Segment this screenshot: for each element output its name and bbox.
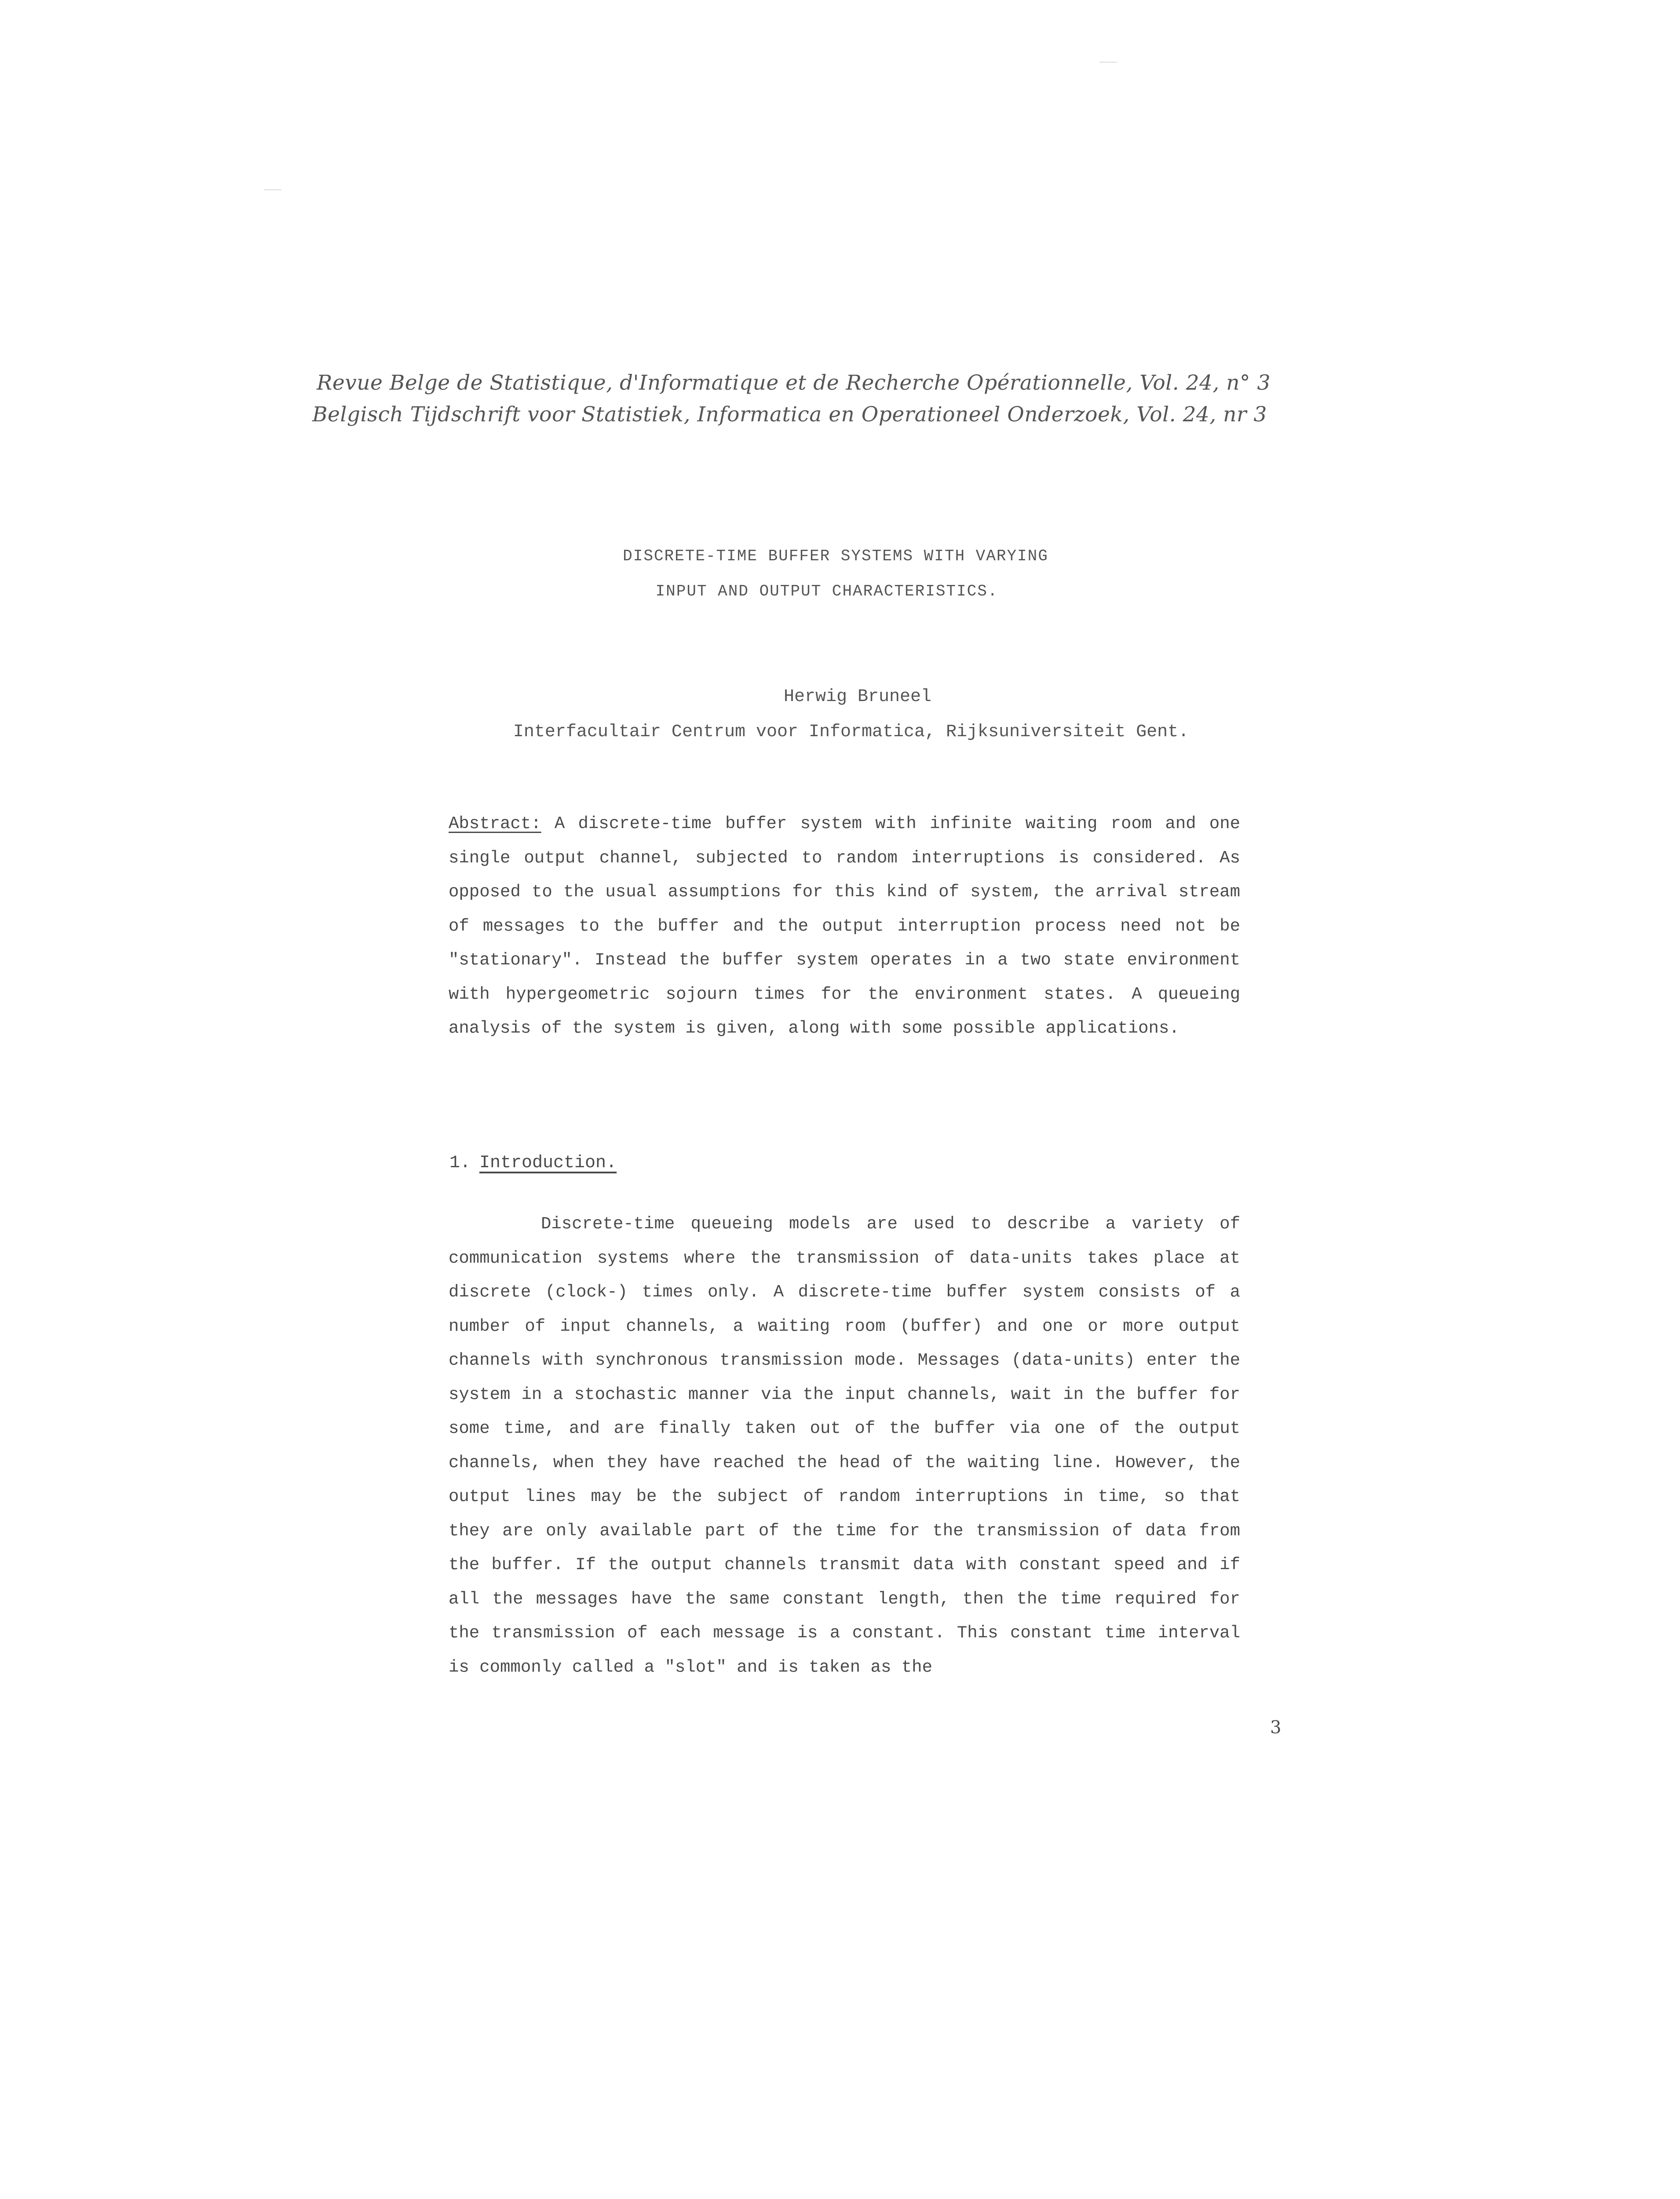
abstract-text: A discrete-time buffer system with infinite waiting room and one single output channel, subjected to random interruptions is considered. As opposed to the usual assumptions for this kind of system, the arrival stream of messages to the buffer and the output interruption process need not be "stationary". Instead the buffer system operates in a two state environment with hypergeometric sojourn times for the environment states. A queueing analysis of the system is given, along with some possible applications. [449, 814, 1241, 1038]
paper-title [484, 539, 1187, 609]
author-block [440, 679, 1275, 750]
page-number: 3 [1270, 1717, 1282, 1738]
section-number: 1. [449, 1153, 471, 1173]
scan-mark-top [1099, 62, 1117, 63]
scan-mark-left [264, 189, 281, 190]
author-affiliation: Interfacultair Centrum voor Informatica, Rijksuniversiteit Gent. [513, 722, 1189, 742]
abstract [449, 807, 1240, 1046]
journal-header [312, 367, 1372, 431]
journal-header-dutch: Belgisch Tijdschrift voor Statistiek, Informatica en Operationeel Onderzoek, Vol. 24, nr 3 [312, 402, 1267, 427]
section-heading-introduction [449, 1146, 617, 1181]
paper-title-line-2: INPUT AND OUTPUT CHARACTERISTICS. [655, 582, 998, 600]
author-name: Herwig Bruneel [783, 687, 932, 707]
abstract-label: Abstract: [449, 814, 541, 833]
introduction-paragraph [449, 1207, 1240, 1684]
journal-header-french: Revue Belge de Statistique, d'Informatique et de Recherche Opérationnelle, Vol. 24, n° 3 [317, 371, 1271, 395]
introduction-text: Discrete-time queueing models are used to describe a variety of communication systems where the transmission of data-units takes place at discrete (clock-) times only. A discrete-time buffer system consists of a number of input channels, a waiting room (buffer) and one or more output channels with synchronous transmission mode. Messages (data-units) enter the system in a stochastic manner via the input channels, wait in the buffer for some time, and are finally taken out of the buffer via one of the output channels, when they have reached the head of the waiting line. However, the output lines may be the subject of random interruptions in time, so that they are only available part of the time for the transmission of data from the buffer. If the output channels transmit data with constant speed and if all the messages have the same constant length, then the time required for the transmission of each message is a constant. This constant time interval is commonly called a "slot" and is taken as the [449, 1214, 1240, 1677]
section-title: Introduction. [479, 1153, 617, 1173]
paper-title-line-1: DISCRETE-TIME BUFFER SYSTEMS WITH VARYING [623, 547, 1048, 565]
